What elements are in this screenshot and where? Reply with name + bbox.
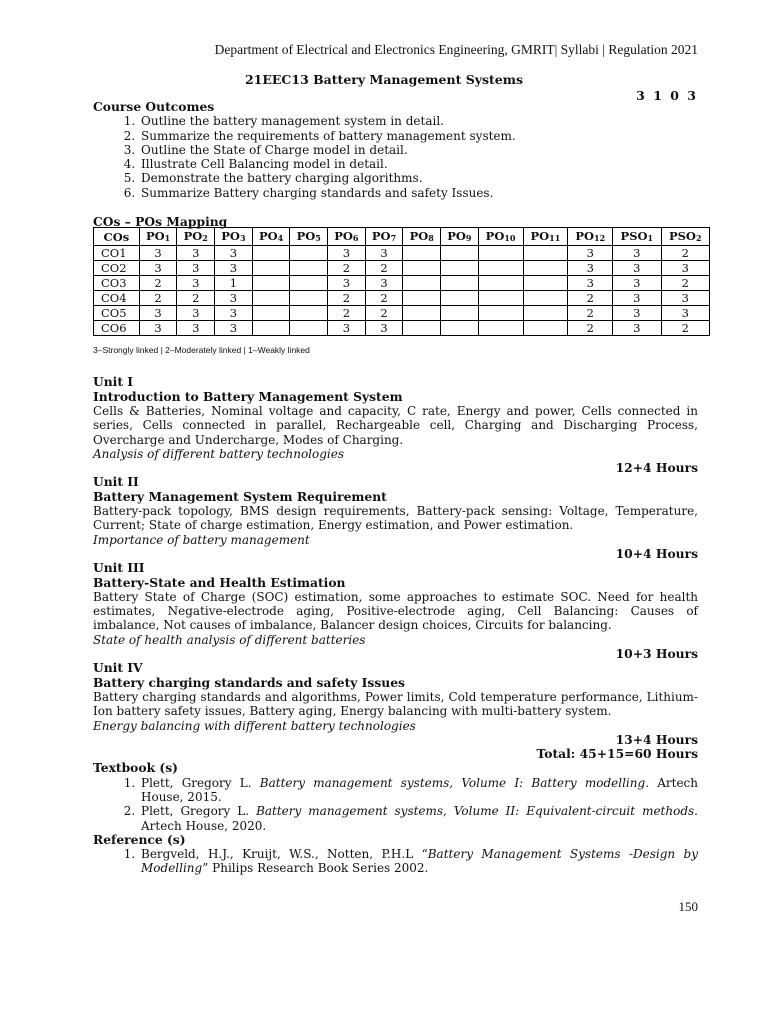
- mapping-cell: 2: [661, 246, 709, 261]
- unit-title: Battery Management System Requirement: [93, 488, 387, 504]
- mapping-cell: 2: [139, 291, 177, 306]
- book-authors: Plett, Gregory L.: [141, 804, 257, 819]
- mapping-cell: 3: [613, 276, 661, 291]
- mapping-cell: 2: [177, 291, 215, 306]
- mapping-cell: 2: [365, 261, 403, 276]
- mapping-cell: [403, 276, 441, 291]
- outcome-item: 2. Summarize the requirements of battery management system.: [139, 129, 698, 143]
- book-title: Battery management systems, Volume I: Battery modelling: [259, 775, 646, 790]
- column-subscript: 1: [164, 232, 171, 243]
- column-subscript: 6: [352, 232, 359, 243]
- book-publisher: . Artech House, 2015.: [141, 775, 699, 804]
- mapping-cell: [478, 276, 523, 291]
- unit-italic-topic: State of health analysis of different batteries: [93, 632, 366, 647]
- course-title: 21EEC13 Battery Management Systems: [244, 72, 524, 87]
- co-po-mapping-table: [93, 227, 710, 336]
- mapping-cell: 3: [177, 261, 215, 276]
- page-content: [93, 99, 702, 876]
- outcome-item: 6. Summarize Battery charging standards and safety Issues.: [139, 186, 698, 200]
- mapping-cell: 2: [139, 276, 177, 291]
- mapping-cell: 3: [365, 321, 403, 336]
- book-title: Battery Management Systems -Design by Modelling: [141, 847, 698, 876]
- page-header: Department of Electrical and Electronics Engineering, GMRIT| Syllabi | Regulation 2021: [214, 42, 698, 57]
- column-label: PO: [575, 228, 594, 243]
- mapping-cell: 2: [568, 321, 613, 336]
- column-subscript: 5: [315, 232, 321, 243]
- mapping-cell: [478, 306, 523, 321]
- page-number: 150: [678, 899, 698, 914]
- unit-label: Unit II: [93, 474, 139, 490]
- mapping-column-header: [94, 228, 140, 246]
- mapping-row: [94, 246, 710, 261]
- column-label: PO: [221, 228, 240, 243]
- mapping-cell: [252, 261, 290, 276]
- mapping-cell: [523, 291, 568, 306]
- co-label-cell: CO1: [94, 246, 140, 261]
- mapping-cell: [523, 246, 568, 261]
- unit-italic-topic: Importance of battery management: [93, 532, 310, 547]
- course-outcomes-list: [93, 114, 698, 200]
- outcome-item: 4. Illustrate Cell Balancing model in detail.: [139, 157, 698, 171]
- column-label: PO: [447, 228, 466, 243]
- mapping-cell: 3: [177, 246, 215, 261]
- mapping-cell: 3: [139, 246, 177, 261]
- mapping-cell: 3: [613, 291, 661, 306]
- references-heading: Reference (s): [93, 831, 186, 847]
- total-hours: Total: 45+15=60 Hours: [536, 746, 698, 762]
- mapping-cell: [403, 291, 441, 306]
- mapping-cell: [478, 321, 523, 336]
- book-publisher: ” Philips Research Book Series 2002.: [202, 861, 429, 876]
- mapping-cell: [290, 321, 328, 336]
- column-label: PO: [530, 228, 550, 243]
- mapping-column-header: [568, 228, 613, 246]
- mapping-cell: 3: [328, 246, 366, 261]
- column-subscript: 2: [695, 232, 702, 243]
- unit-hours: 10+3 Hours: [615, 646, 698, 662]
- mapping-cell: 3: [328, 321, 366, 336]
- mapping-cell: [441, 261, 479, 276]
- mapping-cell: [252, 321, 290, 336]
- mapping-cell: [478, 261, 523, 276]
- mapping-column-header: [252, 228, 290, 246]
- unit-block: [93, 475, 698, 561]
- unit-body: Battery charging standards and algorithms, Power limits, Cold temperature performance, Lithium-Ion battery safety issues, Battery aging, Energy balancing with multi-battery system.: [93, 689, 698, 719]
- column-label: PO: [183, 228, 203, 243]
- column-label: PO: [296, 228, 316, 243]
- unit-italic-topic: Energy balancing with different battery technologies: [93, 718, 416, 733]
- column-label: PSO: [620, 228, 648, 243]
- column-subscript: 2: [202, 232, 208, 243]
- mapping-cell: [478, 291, 523, 306]
- column-subscript: 3: [239, 232, 246, 243]
- book-authors: Bergveld, H.J., Kruijt, W.S., Notten, P.H.L “: [141, 847, 428, 862]
- unit-title: Battery-State and Health Estimation: [93, 574, 346, 590]
- unit-hours: 13+4 Hours: [615, 731, 698, 747]
- book-title: Battery management systems, Volume II: Equivalent-circuit methods: [256, 804, 695, 819]
- mapping-row: [94, 306, 710, 321]
- column-subscript: 11: [549, 232, 561, 243]
- mapping-cell: [441, 246, 479, 261]
- mapping-column-header: [215, 228, 253, 246]
- mapping-cell: [252, 246, 290, 261]
- column-label: PO: [371, 228, 391, 243]
- unit-title: Introduction to Battery Management System: [93, 388, 403, 404]
- mapping-cell: [523, 306, 568, 321]
- column-subscript: 12: [594, 232, 606, 243]
- mapping-row: [94, 291, 710, 306]
- mapping-cell: [523, 276, 568, 291]
- mapping-heading: COs – POs Mapping: [93, 214, 228, 230]
- mapping-cell: [290, 291, 328, 306]
- column-subscript: 8: [428, 232, 434, 243]
- unit-hours: 12+4 Hours: [615, 460, 698, 476]
- mapping-column-header: [290, 228, 328, 246]
- mapping-column-header: [365, 228, 403, 246]
- mapping-cell: 3: [613, 246, 661, 261]
- mapping-cell: [441, 276, 479, 291]
- mapping-cell: 2: [661, 321, 709, 336]
- outcome-item: 3. Outline the State of Charge model in detail.: [139, 143, 698, 157]
- mapping-cell: 2: [365, 306, 403, 321]
- mapping-cell: [252, 276, 290, 291]
- textbooks-heading: Textbook (s): [93, 760, 178, 776]
- mapping-cell: 3: [365, 276, 403, 291]
- unit-label: Unit I: [93, 374, 134, 390]
- mapping-cell: 3: [661, 306, 709, 321]
- mapping-cell: 2: [661, 276, 709, 291]
- unit-body: Battery State of Charge (SOC) estimation, some approaches to estimate SOC. Need for health estimates, Negative-electrode aging, Positive-electrode aging, Cell Balancing: Causes of imbalance, Not causes of imbalance, Balancer design choices, Circuits for balancing.: [93, 589, 698, 633]
- unit-block: [93, 661, 698, 747]
- mapping-column-header: [441, 228, 479, 246]
- mapping-cell: [290, 261, 328, 276]
- mapping-column-header: [177, 228, 215, 246]
- mapping-column-header: [139, 228, 177, 246]
- course-outcomes-heading: Course Outcomes: [93, 99, 215, 114]
- mapping-cell: 3: [177, 276, 215, 291]
- mapping-column-header: [661, 228, 709, 246]
- mapping-cell: 3: [139, 321, 177, 336]
- co-label-cell: CO2: [94, 261, 140, 276]
- mapping-cell: 3: [613, 321, 661, 336]
- column-label: COs: [103, 229, 130, 244]
- outcome-item: 1. Outline the battery management system in detail.: [139, 114, 698, 128]
- book-authors: Plett, Gregory L.: [141, 775, 260, 790]
- column-subscript: 10: [504, 232, 516, 243]
- mapping-cell: 2: [568, 291, 613, 306]
- column-label: PO: [334, 228, 353, 243]
- mapping-cell: 3: [568, 276, 613, 291]
- mapping-cell: 3: [661, 261, 709, 276]
- co-label-cell: CO6: [94, 321, 140, 336]
- mapping-row: [94, 321, 710, 336]
- mapping-cell: 3: [177, 321, 215, 336]
- reference-item: [139, 847, 698, 876]
- mapping-cell: 3: [215, 246, 253, 261]
- mapping-cell: 3: [328, 276, 366, 291]
- mapping-cell: [290, 306, 328, 321]
- mapping-cell: [441, 291, 479, 306]
- unit-body: Battery-pack topology, BMS design requirements, Battery-pack sensing: Voltage, Temperature, Current; State of charge estimation, Energy estimation, and Power estimation.: [93, 504, 698, 533]
- mapping-header-row: [94, 228, 710, 246]
- units-section: [93, 375, 698, 747]
- mapping-cell: [252, 306, 290, 321]
- mapping-cell: 3: [365, 246, 403, 261]
- mapping-cell: 3: [139, 306, 177, 321]
- mapping-cell: 2: [328, 291, 366, 306]
- column-label: PO: [409, 228, 429, 243]
- mapping-cell: 3: [568, 261, 613, 276]
- mapping-cell: [403, 261, 441, 276]
- mapping-legend: 3–Strongly linked | 2–Moderately linked | 1–Weakly linked: [93, 345, 310, 356]
- co-label-cell: CO4: [94, 291, 140, 306]
- mapping-column-header: [523, 228, 568, 246]
- mapping-cell: 3: [215, 261, 253, 276]
- mapping-cell: 2: [568, 306, 613, 321]
- mapping-cell: 3: [215, 321, 253, 336]
- unit-body: Cells & Batteries, Nominal voltage and capacity, C rate, Energy and power, Cells connected in series, Cells connected in parallel, Rechargeable cell, Charging and Discharging Process, Overcharge and Undercharge, Modes of Charging.: [93, 403, 698, 447]
- unit-italic-topic: Analysis of different battery technologies: [93, 446, 345, 461]
- mapping-cell: [403, 246, 441, 261]
- column-subscript: 4: [277, 232, 284, 243]
- mapping-cell: [523, 321, 568, 336]
- mapping-column-header: [478, 228, 523, 246]
- mapping-cell: 3: [613, 261, 661, 276]
- column-label: PO: [258, 228, 278, 243]
- mapping-cell: 3: [215, 306, 253, 321]
- mapping-cell: 2: [365, 291, 403, 306]
- mapping-cell: [290, 246, 328, 261]
- mapping-cell: 3: [215, 291, 253, 306]
- textbook-item: [139, 804, 698, 833]
- unit-label: Unit III: [93, 560, 145, 576]
- unit-label: Unit IV: [93, 660, 143, 676]
- mapping-cell: [403, 306, 441, 321]
- column-subscript: 9: [465, 232, 472, 243]
- column-subscript: 7: [390, 232, 397, 243]
- mapping-cell: 3: [661, 291, 709, 306]
- unit-block: [93, 375, 698, 475]
- mapping-cell: 3: [568, 246, 613, 261]
- course-credits: 3 1 0 3: [636, 88, 698, 103]
- textbook-item: [139, 776, 698, 805]
- book-publisher: . Artech House, 2020.: [141, 804, 698, 833]
- mapping-column-header: [328, 228, 366, 246]
- column-label: PSO: [668, 228, 696, 243]
- mapping-cell: 3: [177, 306, 215, 321]
- reference-list: [93, 847, 698, 876]
- mapping-cell: 3: [139, 261, 177, 276]
- mapping-cell: [523, 261, 568, 276]
- column-label: PO: [145, 228, 165, 243]
- references-section: [93, 833, 698, 876]
- column-subscript: 1: [647, 232, 654, 243]
- unit-hours: 10+4 Hours: [615, 545, 698, 561]
- mapping-row: [94, 261, 710, 276]
- mapping-cell: 1: [215, 276, 253, 291]
- mapping-row: [94, 276, 710, 291]
- textbooks-section: [93, 761, 698, 832]
- outcome-item: 5. Demonstrate the battery charging algorithms.: [139, 171, 698, 185]
- mapping-cell: [290, 276, 328, 291]
- mapping-column-header: [613, 228, 661, 246]
- mapping-cell: [441, 321, 479, 336]
- mapping-cell: [403, 321, 441, 336]
- unit-block: [93, 561, 698, 661]
- mapping-cell: 2: [328, 306, 366, 321]
- co-label-cell: CO3: [94, 276, 140, 291]
- mapping-cell: 2: [328, 261, 366, 276]
- mapping-cell: 3: [613, 306, 661, 321]
- mapping-column-header: [403, 228, 441, 246]
- co-label-cell: CO5: [94, 306, 140, 321]
- textbook-list: [93, 776, 698, 833]
- mapping-cell: [252, 291, 290, 306]
- mapping-cell: [441, 306, 479, 321]
- column-label: PO: [485, 228, 505, 243]
- unit-title: Battery charging standards and safety Issues: [93, 674, 405, 690]
- mapping-cell: [478, 246, 523, 261]
